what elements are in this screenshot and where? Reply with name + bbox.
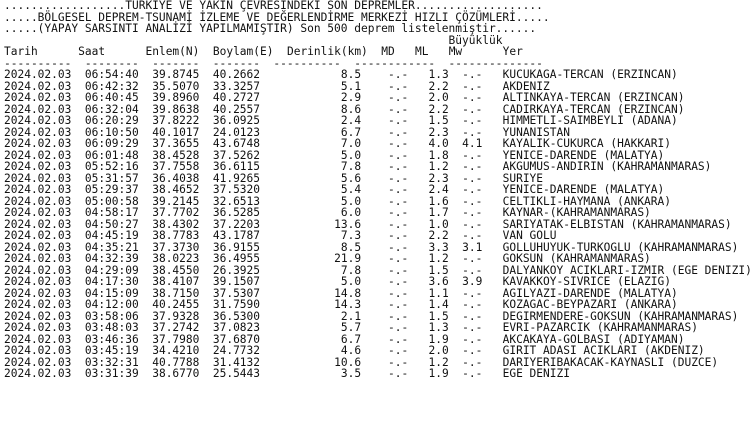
cell-md: -.- — [388, 91, 409, 104]
cell-saat: 03:31:39 — [84, 367, 139, 380]
cell-mw: -.- — [462, 263, 483, 277]
buyukluk-label: Büyüklük — [448, 33, 503, 47]
cell-mw: -.- — [462, 321, 483, 334]
cell-derinlik: 2.1 — [340, 309, 362, 323]
cell-ml: 1.2 — [428, 355, 449, 369]
cell-yer: KUCUKAGA-TERCAN (ERZINCAN) — [502, 68, 678, 81]
table-row — [4, 368, 726, 380]
cell-yer: GOLLUHUYUK-TURKOGLU (KAHRAMANMARAS) — [502, 240, 739, 254]
cell-saat: 05:29:37 — [84, 183, 139, 196]
col-saat: Saat — [78, 45, 106, 58]
cell-mw: -.- — [462, 217, 483, 231]
cell-enlem: 37.7702 — [152, 206, 200, 219]
col-mw: Mw — [448, 45, 463, 58]
cell-yer: DEGIRMENDERE-GOKSUN (KAHRAMANMARAS) — [502, 309, 739, 323]
cell-enlem: 39.8638 — [152, 102, 200, 116]
cell-derinlik: 5.0 — [340, 194, 362, 208]
cell-saat: 06:40:45 — [84, 91, 139, 104]
cell-tarih: 2024.02.03 — [4, 206, 72, 219]
cell-md: -.- — [388, 171, 409, 185]
earthquake-rows — [4, 68, 752, 380]
col-yer: Yer — [502, 45, 523, 58]
cell-derinlik: 7.0 — [340, 137, 362, 150]
cell-saat: 03:32:31 — [84, 355, 139, 369]
cell-tarih: 2024.02.03 — [4, 68, 72, 81]
cell-boylam: 36.5300 — [212, 309, 261, 323]
cell-mw: -.- — [462, 309, 483, 323]
cell-derinlik: 14.3 — [334, 298, 362, 311]
cell-ml: 1.3 — [428, 321, 449, 334]
header-title-line: ..................TÜRKİYE VE YAKIN ÇEVRESİNDEKİ SON DEPREMLER................... — [4, 0, 543, 12]
col-md: MD — [381, 45, 395, 58]
cell-yer: AKCAKAYA-GOLBASI (ADIYAMAN) — [502, 332, 685, 346]
cell-derinlik: 5.7 — [340, 321, 362, 334]
cell-ml: 3.6 — [428, 275, 449, 288]
cell-saat: 06:10:50 — [84, 125, 139, 139]
cell-enlem: 39.2145 — [152, 194, 200, 208]
cell-derinlik: 5.6 — [340, 171, 362, 185]
cell-ml: 1.0 — [428, 217, 449, 231]
cell-ml: 2.3 — [428, 171, 449, 185]
cell-enlem: 37.8222 — [152, 114, 200, 127]
cell-md: -.- — [388, 367, 409, 380]
cell-ml: 3.3 — [428, 240, 449, 254]
cell-ml: 1.8 — [428, 148, 449, 162]
cell-md: -.- — [388, 102, 409, 116]
cell-saat: 04:15:09 — [84, 286, 139, 300]
cell-ml: 2.2 — [428, 229, 449, 242]
cell-ml: 4.0 — [428, 137, 449, 150]
cell-boylam: 39.1507 — [212, 275, 261, 288]
cell-enlem: 38.6770 — [152, 367, 200, 380]
cell-enlem: 35.5070 — [152, 79, 200, 93]
cell-ml: 2.4 — [428, 183, 449, 196]
cell-yer: EGE DENIZI — [502, 367, 570, 380]
cell-enlem: 38.0223 — [152, 252, 200, 265]
cell-ml: 2.2 — [428, 79, 449, 93]
cell-ml: 1.9 — [428, 332, 449, 346]
cell-saat: 03:45:19 — [84, 344, 139, 357]
cell-md: -.- — [388, 275, 409, 288]
cell-boylam: 37.0823 — [212, 321, 261, 334]
cell-tarih: 2024.02.03 — [4, 137, 72, 150]
cell-mw: -.- — [462, 194, 483, 208]
cell-yer: KAVAKKOY-SIVRICE (ELAZIG) — [502, 275, 671, 288]
cell-boylam: 25.5443 — [212, 367, 261, 380]
cell-enlem: 38.4550 — [152, 263, 200, 277]
cell-boylam: 40.2557 — [212, 102, 261, 116]
cell-derinlik: 14.8 — [334, 286, 362, 300]
header-institute-line: .....BÖLGESEL DEPREM-TSUNAMİ İZLEME VE DEĞERLENDİRME MERKEZİ HIZLI ÇÖZÜMLERİ..... — [4, 10, 550, 24]
cell-derinlik: 8.5 — [340, 68, 362, 81]
cell-boylam: 36.5285 — [212, 206, 261, 219]
cell-saat: 04:45:19 — [84, 229, 139, 242]
cell-ml: 1.7 — [428, 206, 449, 219]
cell-enlem: 40.2455 — [152, 298, 200, 311]
cell-enlem: 38.4652 — [152, 183, 200, 196]
cell-mw: -.- — [462, 171, 483, 185]
cell-md: -.- — [388, 229, 409, 242]
cell-enlem: 37.7558 — [152, 160, 200, 173]
cell-boylam: 37.2203 — [212, 217, 261, 231]
cell-boylam: 36.9155 — [212, 240, 261, 254]
cell-enlem: 40.1017 — [152, 125, 200, 139]
cell-yer: VAN GOLU — [502, 229, 557, 242]
cell-yer: ALTINKAYA-TERCAN (ERZINCAN) — [502, 91, 685, 104]
cell-tarih: 2024.02.03 — [4, 298, 72, 311]
cell-tarih: 2024.02.03 — [4, 125, 72, 139]
cell-derinlik: 5.1 — [340, 79, 362, 93]
cell-mw: -.- — [462, 114, 483, 127]
cell-tarih: 2024.02.03 — [4, 114, 72, 127]
cell-boylam: 24.7732 — [212, 344, 261, 357]
cell-mw: -.- — [462, 183, 483, 196]
cell-tarih: 2024.02.03 — [4, 183, 72, 196]
cell-boylam: 32.6513 — [212, 194, 261, 208]
cell-boylam: 37.5320 — [212, 183, 261, 196]
cell-boylam: 36.6115 — [212, 160, 261, 173]
cell-md: -.- — [388, 194, 409, 208]
cell-derinlik: 3.5 — [340, 367, 362, 380]
cell-md: -.- — [388, 321, 409, 334]
cell-yer: HIMMETLI-SAIMBEYLI (ADANA) — [502, 114, 678, 127]
cell-saat: 06:54:40 — [84, 68, 139, 81]
cell-md: -.- — [388, 125, 409, 139]
cell-derinlik: 2.4 — [340, 114, 362, 127]
cell-yer: SARIYATAK-ELBISTAN (KAHRAMANMARAS) — [502, 217, 732, 231]
cell-yer: YENICE-DARENDE (MALATYA) — [502, 148, 665, 162]
cell-derinlik: 5.0 — [340, 275, 362, 288]
cell-boylam: 37.6870 — [212, 332, 261, 346]
cell-saat: 06:09:29 — [84, 137, 139, 150]
cell-boylam: 43.6748 — [212, 137, 261, 150]
cell-derinlik: 7.3 — [340, 229, 362, 242]
cell-ml: 2.3 — [428, 125, 449, 139]
cell-saat: 03:48:03 — [84, 321, 139, 334]
cell-ml: 1.5 — [428, 263, 449, 277]
cell-saat: 06:42:32 — [84, 79, 139, 93]
cell-md: -.- — [388, 183, 409, 196]
cell-tarih: 2024.02.03 — [4, 252, 72, 265]
cell-enlem: 38.7150 — [152, 286, 200, 300]
cell-ml: 1.1 — [428, 286, 449, 300]
col-enlem: Enlem(N) — [145, 45, 200, 58]
cell-md: -.- — [388, 114, 409, 127]
cell-boylam: 36.0925 — [212, 114, 261, 127]
cell-tarih: 2024.02.03 — [4, 102, 72, 116]
cell-saat: 06:32:04 — [84, 102, 139, 116]
cell-enlem: 38.4528 — [152, 148, 200, 162]
cell-md: -.- — [388, 79, 409, 93]
col-derinlik: Derinlik(km) — [286, 45, 368, 58]
cell-md: -.- — [388, 298, 409, 311]
cell-mw: -.- — [462, 355, 483, 369]
cell-saat: 05:31:57 — [84, 171, 139, 185]
cell-mw: 3.1 — [462, 240, 483, 254]
cell-ml: 1.3 — [428, 68, 449, 81]
cell-yer: AGILYAZI-DARENDE (MALATYA) — [502, 286, 678, 300]
cell-boylam: 37.5307 — [212, 286, 261, 300]
cell-mw: -.- — [462, 252, 483, 265]
cell-md: -.- — [388, 263, 409, 277]
cell-saat: 04:50:27 — [84, 217, 139, 231]
cell-saat: 05:00:58 — [84, 194, 139, 208]
cell-yer: DARIYERIBAKACAK-KAYNASLI (DUZCE) — [502, 355, 719, 369]
cell-boylam: 40.2727 — [212, 91, 261, 104]
cell-yer: DALYANKOY ACIKLARI-IZMIR (EGE DENIZI) — [502, 263, 752, 277]
cell-md: -.- — [388, 217, 409, 231]
column-header-row — [4, 46, 726, 58]
cell-saat: 05:52:16 — [84, 160, 139, 173]
cell-mw: -.- — [462, 298, 483, 311]
cell-yer: AKDENIZ — [502, 79, 550, 93]
cell-mw: -.- — [462, 79, 483, 93]
cell-tarih: 2024.02.03 — [4, 309, 72, 323]
cell-tarih: 2024.02.03 — [4, 171, 72, 185]
cell-saat: 04:12:00 — [84, 298, 139, 311]
cell-derinlik: 4.6 — [340, 344, 362, 357]
cell-md: -.- — [388, 148, 409, 162]
cell-boylam: 40.2662 — [212, 68, 261, 81]
cell-mw: -.- — [462, 286, 483, 300]
cell-ml: 1.4 — [428, 298, 449, 311]
cell-md: -.- — [388, 355, 409, 369]
cell-yer: YENICE-DARENDE (MALATYA) — [502, 183, 665, 196]
cell-boylam: 43.1787 — [212, 229, 261, 242]
cell-enlem: 39.8960 — [152, 91, 200, 104]
cell-mw: -.- — [462, 91, 483, 104]
cell-tarih: 2024.02.03 — [4, 321, 72, 334]
cell-md: -.- — [388, 309, 409, 323]
cell-md: -.- — [388, 137, 409, 150]
cell-enlem: 38.4107 — [152, 275, 200, 288]
cell-ml: 2.2 — [428, 102, 449, 116]
cell-yer: CADIRKAYA-TERCAN (ERZINCAN) — [502, 102, 685, 116]
cell-derinlik: 6.0 — [340, 206, 362, 219]
cell-derinlik: 2.9 — [340, 91, 362, 104]
cell-boylam: 41.9265 — [212, 171, 261, 185]
cell-mw: -.- — [462, 160, 483, 173]
cell-tarih: 2024.02.03 — [4, 229, 72, 242]
cell-yer: GOKSUN (KAHRAMANMARAS) — [502, 252, 651, 265]
cell-yer: GIRIT ADASI ACIKLARI (AKDENIZ) — [502, 344, 705, 357]
cell-mw: 3.9 — [462, 275, 483, 288]
cell-mw: -.- — [462, 367, 483, 380]
cell-saat: 06:20:29 — [84, 114, 139, 127]
cell-enlem: 34.4210 — [152, 344, 200, 357]
cell-mw: -.- — [462, 148, 483, 162]
cell-tarih: 2024.02.03 — [4, 217, 72, 231]
cell-boylam: 36.4955 — [212, 252, 261, 265]
cell-mw: -.- — [462, 332, 483, 346]
cell-yer: AKGUMUS-ANDIRIN (KAHRAMANMARAS) — [502, 160, 712, 173]
cell-saat: 04:58:17 — [84, 206, 139, 219]
cell-derinlik: 7.8 — [340, 160, 362, 173]
cell-mw: -.- — [462, 206, 483, 219]
cell-tarih: 2024.02.03 — [4, 79, 72, 93]
cell-md: -.- — [388, 206, 409, 219]
cell-md: -.- — [388, 344, 409, 357]
cell-enlem: 37.7980 — [152, 332, 200, 346]
cell-tarih: 2024.02.03 — [4, 263, 72, 277]
cell-ml: 1.2 — [428, 160, 449, 173]
cell-enlem: 40.7788 — [152, 355, 200, 369]
cell-yer: KOZAGAC-BEYPAZARI (ANKARA) — [502, 298, 678, 311]
col-tarih: Tarih — [4, 45, 38, 58]
cell-ml: 1.9 — [428, 367, 449, 380]
cell-tarih: 2024.02.03 — [4, 240, 72, 254]
cell-saat: 04:35:21 — [84, 240, 139, 254]
cell-enlem: 37.9328 — [152, 309, 200, 323]
separator-row: ---------- -------- ------- ------- ---------- ------------ -------------- — [4, 56, 543, 70]
cell-boylam: 26.3925 — [212, 263, 261, 277]
cell-enlem: 38.7783 — [152, 229, 200, 242]
cell-ml: 1.6 — [428, 194, 449, 208]
cell-md: -.- — [388, 286, 409, 300]
cell-tarih: 2024.02.03 — [4, 91, 72, 104]
col-boylam: Boylam(E) — [212, 45, 274, 58]
cell-enlem: 37.2742 — [152, 321, 200, 334]
cell-ml: 1.2 — [428, 252, 449, 265]
cell-derinlik: 13.6 — [334, 217, 362, 231]
cell-boylam: 33.3257 — [212, 79, 261, 93]
cell-tarih: 2024.02.03 — [4, 194, 72, 208]
cell-yer: KAYALIK-CUKURCA (HAKKARI) — [502, 137, 671, 150]
cell-derinlik: 5.0 — [340, 148, 362, 162]
cell-derinlik: 8.6 — [340, 102, 362, 116]
cell-mw: -.- — [462, 102, 483, 116]
cell-boylam: 24.0123 — [212, 125, 261, 139]
cell-yer: EVRI-PAZARCIK (KAHRAMANMARAS) — [502, 321, 698, 334]
cell-ml: 1.5 — [428, 309, 449, 323]
cell-tarih: 2024.02.03 — [4, 367, 72, 380]
cell-tarih: 2024.02.03 — [4, 275, 72, 288]
cell-boylam: 31.7590 — [212, 298, 261, 311]
cell-saat: 04:32:39 — [84, 252, 139, 265]
cell-derinlik: 21.9 — [334, 252, 362, 265]
cell-tarih: 2024.02.03 — [4, 148, 72, 162]
cell-derinlik: 6.7 — [340, 332, 362, 346]
cell-enlem: 37.3730 — [152, 240, 200, 254]
cell-enlem: 36.4038 — [152, 171, 200, 185]
col-ml: ML — [414, 45, 429, 58]
cell-derinlik: 10.6 — [334, 355, 362, 369]
header-note-line: .....(YAPAY SARSINTI ANALİZİ YAPILMAMIŞTIR) Son 500 deprem listelenmiştir...... — [4, 22, 537, 35]
cell-enlem: 39.8745 — [152, 68, 200, 81]
cell-saat: 04:29:09 — [84, 263, 139, 277]
cell-ml: 2.0 — [428, 91, 449, 104]
cell-yer: YUNANISTAN — [502, 125, 570, 139]
cell-tarih: 2024.02.03 — [4, 344, 72, 357]
cell-md: -.- — [388, 240, 409, 254]
cell-saat: 06:01:48 — [84, 148, 139, 162]
cell-md: -.- — [388, 332, 409, 346]
cell-boylam: 37.5262 — [212, 148, 261, 162]
cell-mw: -.- — [462, 68, 483, 81]
cell-mw: -.- — [462, 344, 483, 357]
cell-mw: 4.1 — [462, 137, 483, 150]
cell-ml: 2.0 — [428, 344, 449, 357]
cell-tarih: 2024.02.03 — [4, 355, 72, 369]
cell-md: -.- — [388, 68, 409, 81]
cell-md: -.- — [388, 160, 409, 173]
cell-yer: CELTIKLI-HAYMANA (ANKARA) — [502, 194, 671, 208]
cell-tarih: 2024.02.03 — [4, 332, 72, 346]
cell-mw: -.- — [462, 125, 483, 139]
cell-ml: 1.5 — [428, 114, 449, 127]
cell-tarih: 2024.02.03 — [4, 160, 72, 173]
cell-saat: 04:17:30 — [84, 275, 139, 288]
cell-yer: SURIYE — [502, 171, 544, 185]
cell-enlem: 37.3655 — [152, 137, 200, 150]
cell-derinlik: 6.7 — [340, 125, 362, 139]
cell-tarih: 2024.02.03 — [4, 286, 72, 300]
cell-mw: -.- — [462, 229, 483, 242]
cell-derinlik: 8.5 — [340, 240, 362, 254]
cell-saat: 03:58:06 — [84, 309, 139, 323]
cell-yer: KAYNAR-(KAHRAMANMARAS) — [502, 206, 651, 219]
cell-derinlik: 7.8 — [340, 263, 362, 277]
cell-enlem: 38.4302 — [152, 217, 200, 231]
cell-boylam: 31.4132 — [212, 355, 261, 369]
cell-derinlik: 5.4 — [340, 183, 362, 196]
cell-md: -.- — [388, 252, 409, 265]
cell-saat: 03:46:36 — [84, 332, 139, 346]
